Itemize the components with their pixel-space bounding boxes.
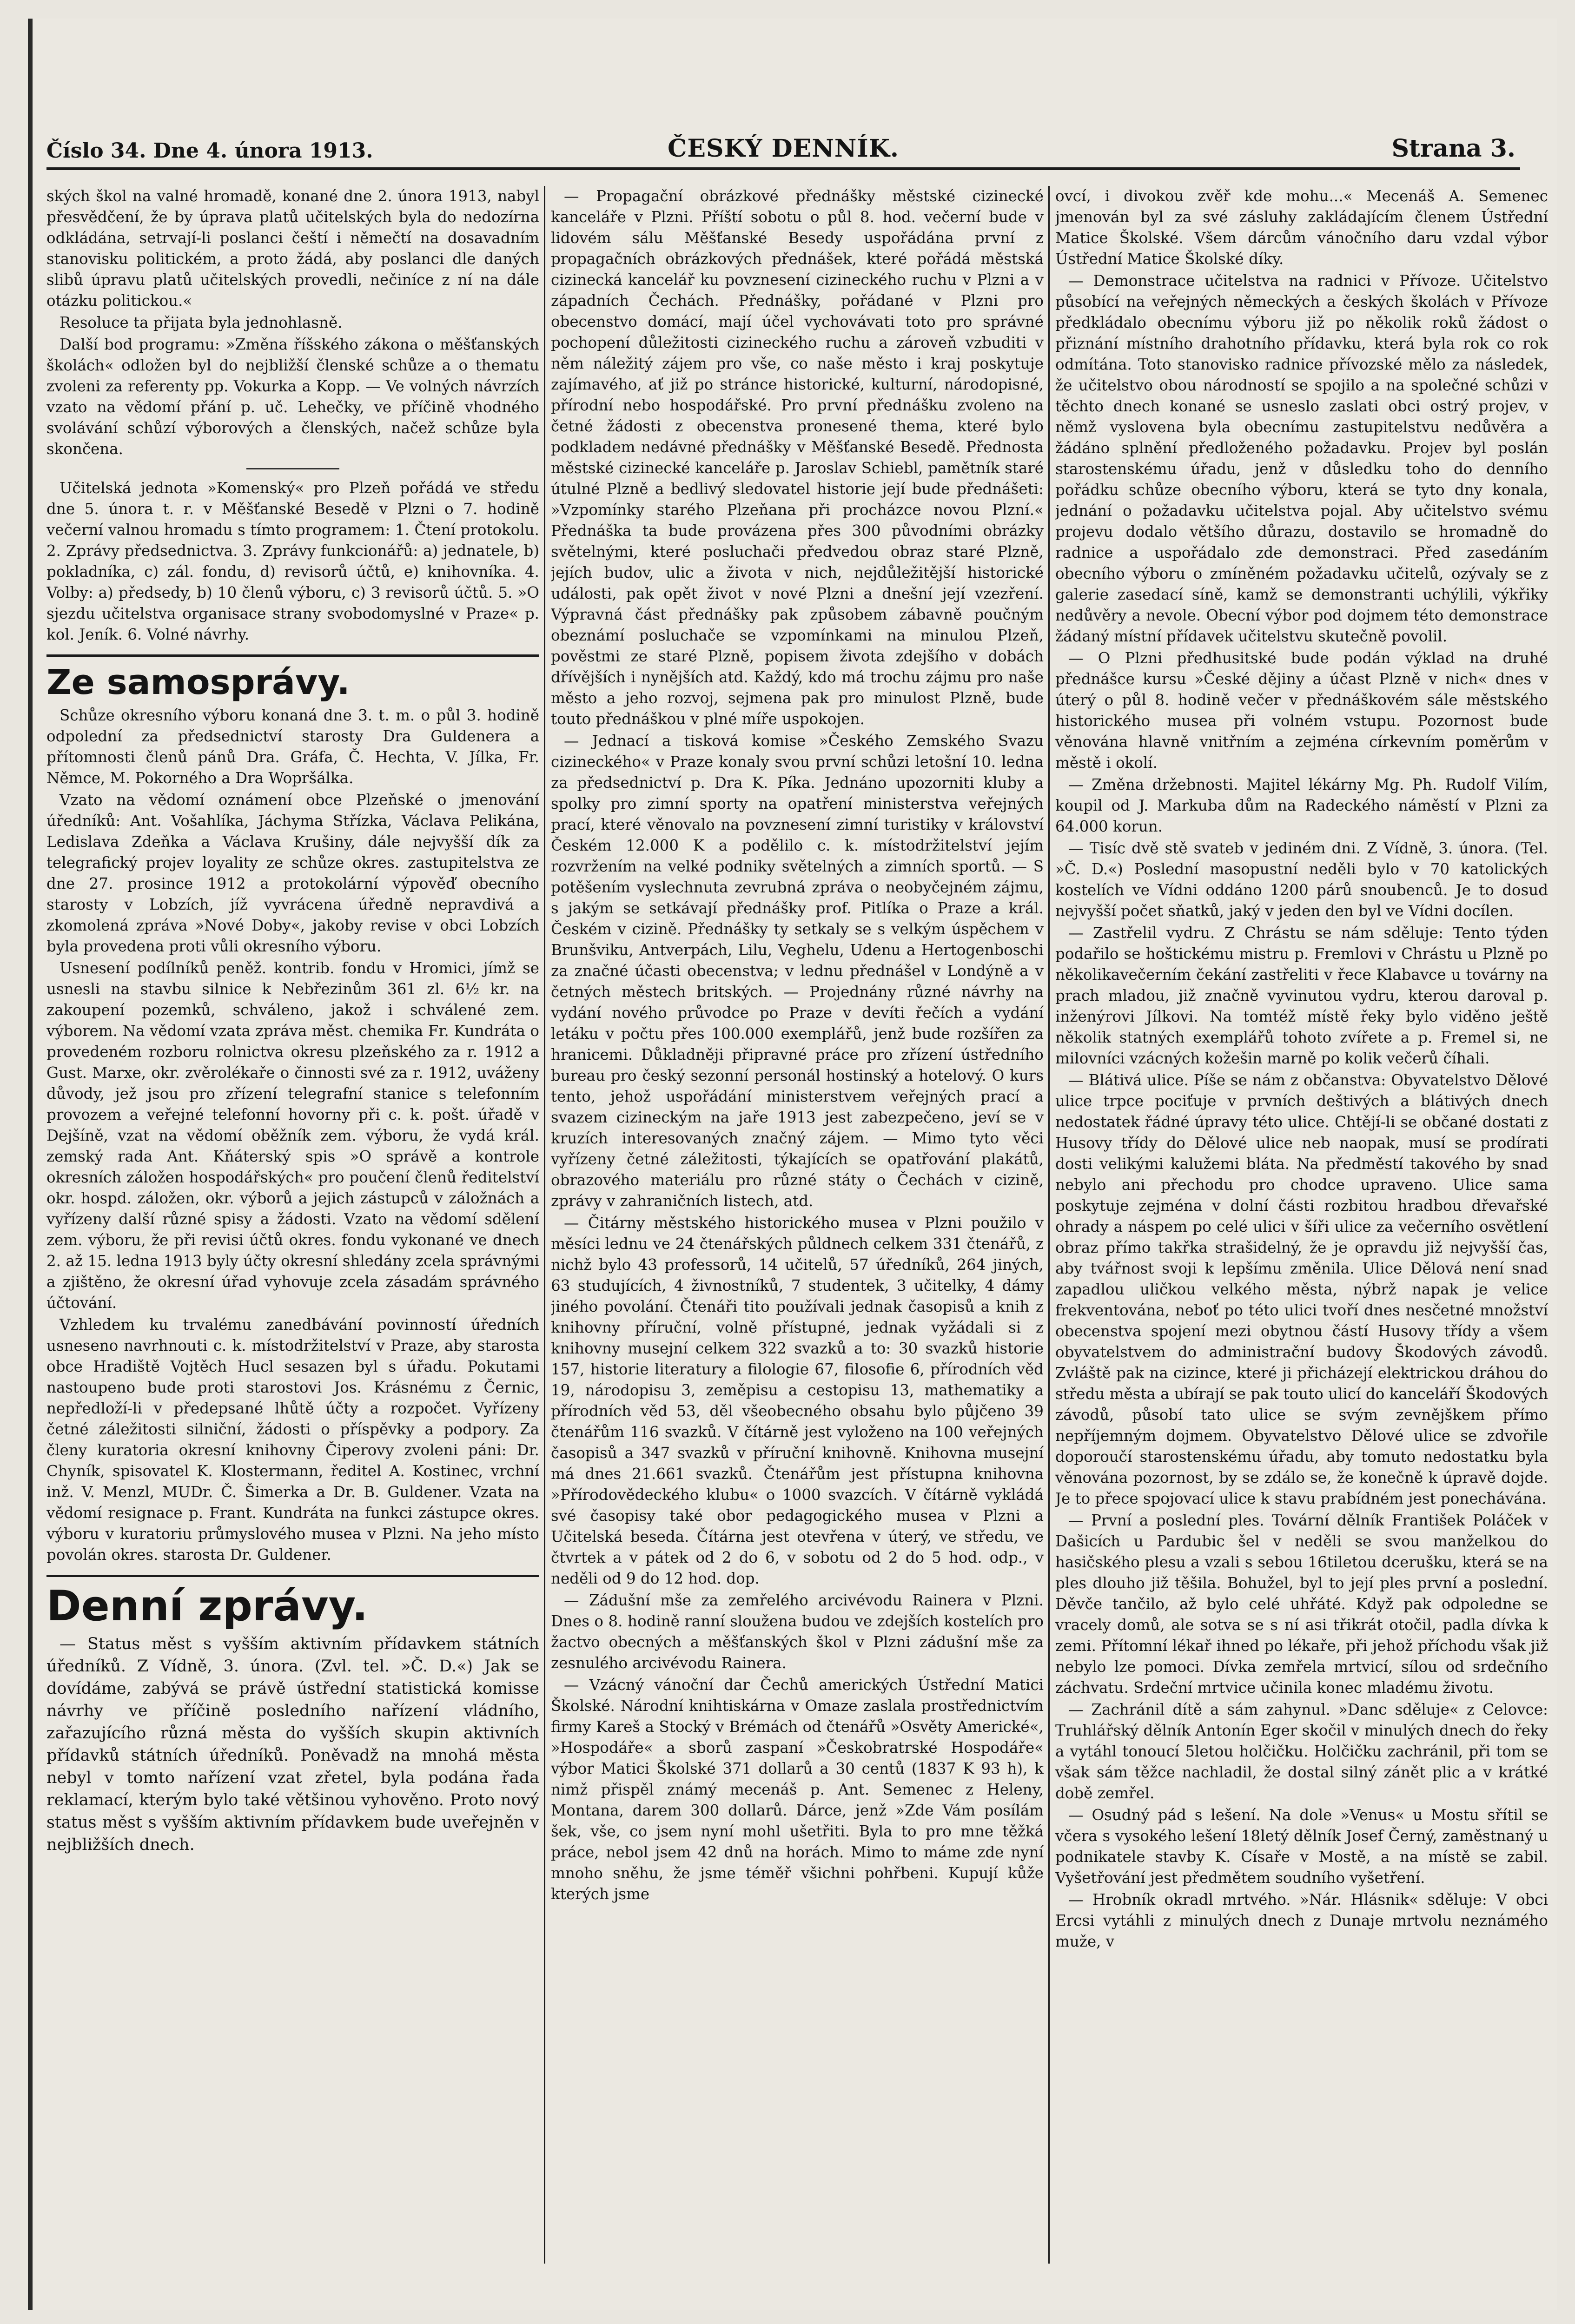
issue-info: Číslo 34. Dne 4. února 1913. bbox=[46, 139, 373, 163]
article-text: — Osudný pád s lešení. Na dole »Venus« u Mostu sřítil se včera s vysokého lešení 18letý dělník Josef Černý, zaměstnaný u podnikatele stavby K. Císaře v Mostě, a na místě se zabil. Vyšetřování jest předmětem soudního vyšetření. bbox=[1055, 1806, 1548, 1887]
article-text: — Čitárny městského historického musea v Plzni použilo v měsíci lednu ve 24 čtenářských půldnech celkem 331 čtenářů, z nichž bylo 43 professorů, 14 učitelů, 57 úředníků, 264 jiných, 63 studujících, 4 živnostníků, 7 studentek, 3 učitelky, 4 dámy jiného povolání. Čtenáři tito používali jednak časopisů a knih z knihovny příruční, volně přístupné, jednak vyžádali si z knihovny musejní celkem 322 svazků a to: 30 svazků historie 157, historie literatury a filologie 67, filosofie 6, přírodních věd 19, národopisu 3, zeměpisu a cestopisu 13, mathematiky a přírodních věd 53, děl všeobecného obsahu bylo půjčeno 39 čtenářům 116 svazků. V čítárně jest vyloženo na 100 veřejných časopisů a 347 svazků v příruční knihovně. Knihovna musejní má dnes 21.661 svazků. Čtenářům jest přístupna knihovna »Přírodovědeckého klubu« o 1000 svazcích. V čítárně vykládá své časopisy také obor pedagogického musea v Plzni a Učitelská beseda. Čítárna jest otevřena v úterý, ve středu, ve čtvrtek a v pátek od 2 do 6, v sobotu od 2 do 5 hod. odp., v neděli od 9 do 12 hod. dop. bbox=[551, 1214, 1044, 1587]
article-text: — Demonstrace učitelstva na radnici v Přívoze. Učitelstvo působící na veřejných německých a českých školách v Přívoze předkládalo obecnímu výboru již po několik roků žádost o přiznání místního drahotního přídavku, která byla rok co rok odmítána. Toto stanovisko radnice přívozské mělo za následek, že učitelstvo obou národností se spojilo a na společné schůzi v těchto dnech konané se usneslo zaslati obci ostrý projev, v němž vyslovena byla obecnímu zastupitelstvu nedůvěra a žádáno splnění předloženého požadavku. Projev byl poslán starostenskému úřadu, jenž v důsledku toho do denního pořádku schůze obecního výboru, která se tyto dny konala, jednání o požadavku učitelstva pojal. Aby učitelstvo svému projevu dodalo většího důrazu, dostavilo se hromadně do radnice a uspořádalo zde demonstraci. Před zasedáním obecního výboru o zmíněném požadavku učitelů, ozývaly se z galerie zasedací síně, kamž se demonstranti uchýlili, výkřiky nedůvěry a nevole. Obecní výbor pod dojmem této demonstrace žádaný místní přídavek učitelstvu skutečně povolil. bbox=[1055, 272, 1548, 645]
article-text: Usnesení podílníků peněž. kontrib. fondu v Hromici, jímž se usnesli na stavbu silnice k Nebřezinům 361 zl. 6½ kr. na zakoupení pozemků, schváleno, jakož i schválené zem. výborem. Na vědomí vzata zpráva měst. chemika Fr. Kundráta o provedeném rozboru rolnictva okresu plzeňského za r. 1912 a Gust. Marxe, okr. zvěrolékaře o činnosti své za r. 1912, uváženy důvody, jež jsou pro zřízení telegrafní stanice s telefonním provozem a veřejné telefonní hovorny při c. k. pošt. úřadě v Dejšíně, vzat na vědomí oběžník zem. výboru, že vydá král. zemský rada Ant. Kňáterský spis »O správě a kontrole okresních záložen hospodářských« pro poučení členů ředitelství okr. hospd. záložen, okr. výborů a jejich zástupců v záložnách a vyřízeny další různé spisy a žádosti. Vzato na vědomí sdělení zem. výboru, že při revisi účtů okres. fondu vykonané ve dnech 2. až 15. ledna 1913 byly účty okresní shledány zcela správnými a zjištěno, že okresní úřad vyhovuje zcela zásadám správného účtování. bbox=[46, 959, 539, 1312]
column-1 bbox=[46, 186, 539, 2296]
page-header bbox=[46, 112, 1520, 170]
newspaper-page bbox=[28, 19, 1557, 2310]
section-heading: Ze samosprávy. bbox=[46, 654, 539, 700]
article-text: — Tisíc dvě stě svateb v jediném dni. Z Vídně, 3. února. (Tel. »Č. D.«) Poslední masopustní neděli bylo v 70 katolických kostelích ve Vídni oddáno 1200 párů snoubenců. Je to dosud nejvyšší počet sňatků, jaký v jeden den byl ve Vídni docílen. bbox=[1055, 839, 1548, 920]
article-text: — Jednací a tisková komise »Českého Zemského Svazu cizineckého« v Praze konaly svou první schůzi letošní 10. ledna za předsednictví p. Dra K. Píka. Jednáno upozorniti kluby a spolky pro zimní sporty na opatření ministerstva veřejných prací, které věnovalo na povznesení zimní turistiky v království Českém 12.000 K a podělilo c. k. místodržitelství jejím rozvržením na velké podniky světelných a zimních sportů. — S potěšením vyslechnuta zevrubná zpráva o neobyčejném zájmu, s jakým se setkávají přednášky prof. Pitlíka o Praze a král. Českém v cizině. Přednášky ty setkaly se s velkým úspěchem v Brunšviku, Antverpách, Lilu, Veghelu, Udenu a Hertogenboschi za značné účasti obecenstva; v lednu přednášel v Londýně a v četných městech britských. — Projednány různé návrhy na vydání nového průvodce po Praze v devíti řečích a vydání letáku v počtu přes 100.000 exemplářů, jenž bude rozšířen za hranicemi. Důkladněji připravné práce pro zřízení ústředního bureau pro český sezonní personál hostinský a hotelový. O kurs tento, jehož uspořádání ministerstvem veřejných prací a svazem cizineckým na jaře 1913 jest zabezpečeno, jeví se v kruzích interesovaných značný zájem. — Mimo tyto věci vyřízeny četné záležitosti, týkajících se opatřování plakátů, obrazového materiálu pro různé státy o Čechách v cizině, zprávy v zahraničních listech, atd. bbox=[551, 732, 1044, 1210]
column-rule bbox=[1048, 186, 1050, 2264]
section-heading: Denní zprávy. bbox=[46, 1575, 539, 1627]
page-number: Strana 3. bbox=[1391, 134, 1515, 163]
article-text: — Hrobník okradl mrtvého. »Nár. Hlásnik« sděluje: V obci Ercsi vytáhli z minulých dnech z Dunaje mrtvolu neznámého muže, v bbox=[1055, 1891, 1548, 1950]
column-rule bbox=[544, 186, 545, 2264]
article-text: — Blátivá ulice. Píše se nám z občanstva: Obyvatelstvo Dělové ulice trpce pociťuje v prvních deštivých a blátivých dnech nedostatek řádné úpravy této ulice. Chtějí-li se občané dostati z Husovy třídy do Dělové ulice neb naopak, musí se prodírati dosti velikými kalužemi bláta. Na předměstí takového by snad nebylo ani přechodu pro chodce upraveno. Ulice sama poskytuje zejména v dolní části rozbitou hradbou dřevařské ohrady a náspem po celé ulici v šíři ulice za večerního osvětlení obraz přímo takřka strašidelný, že je opravdu již nejvyšší čas, aby tvářnost svoji k lepšímu změnila. Ulice Dělová není snad zapadlou uličkou velkého města, nýbrž napak je velice frekventována, neboť po této ulici tvoří dnes nesčetné množství obecenstva spojení mezi obytnou částí Husovy třídy a všem obyvatelstvem do administrační budovy Škodových závodů. Zvláště pak na cizince, které ji přicházejí elektrickou dráhou do středu města a ubírají se pak touto ulicí do kanceláří Škodových závodů, působí tato ulice se svým zevnějškem přímo nepříjemným dojmem. Obyvatelstvo Dělové ulice se zdvořile doporoučí starostenskému úřadu, aby tomuto nedostatku byla věnována pozornost, by se zdálo se, že konečně k úpravě dojde. Je to přece spojovací ulice k stavu prabídném jest ponechávána. bbox=[1055, 1071, 1548, 1507]
article-text: — První a poslední ples. Tovární dělník František Poláček v Dašicích u Pardubic šel v neděli se svou manželkou do hasičského plesu a vzali s sebou 16tiletou dcerušku, která se na ples dlouho již těšila. Bohužel, byl to její ples první a poslední. Děvče tančilo, až bylo celé uhřáté. Když pak odpoledne se vracely domů, ale sotva se s ní asi třikrát otočil, padla dívka k zemi. Přítomní lékař ihned po lékaře, při jehož příchodu však již nebylo lze pomoci. Dívka zemřela mrtvicí, sílou od srdečního záchvatu. Srdeční mrtvice učinila konec mladému životu. bbox=[1055, 1512, 1548, 1697]
article-text: Učitelská jednota »Komenský« pro Plzeň pořádá ve středu dne 5. února t. r. v Měšťanské Besedě v Plzni o 7. hodině večerní valnou hromadu s tímto programem: 1. Čtení protokolu. 2. Zprávy předsednictva. 3. Zprávy funkcionářů: a) jednatele, b) pokladníka, c) zál. fondu, d) revisorů účtů, e) knihovníka. 4. Volby: a) předsedy, b) 10 členů výboru, c) 3 revisorů účtů. 5. »O sjezdu učitelstva organisace strany svobodomyslné v Praze« p. kol. Jeník. 6. Volné návrhy. bbox=[46, 479, 539, 643]
article-text: Resoluce ta přijata byla jednohlasně. bbox=[60, 314, 343, 331]
article-text: — Změna držebnosti. Majitel lékárny Mg. Ph. Rudolf Vilím, koupil od J. Markuba dům na Radeckého náměstí v Plzni za 64.000 korun. bbox=[1055, 776, 1548, 835]
page-edge bbox=[28, 19, 33, 2310]
article-text: Schůze okresního výboru konaná dne 3. t. m. o půl 3. hodině odpolední za předsednictví starosty Dra Guldenera a přítomnosti členů pánů Dra. Gráfa, Č. Hechta, V. Jílka, Fr. Němce, M. Pokorného a Dra Wopršálka. bbox=[46, 706, 539, 787]
article-text: — Propagační obrázkové přednášky městské cizinecké kanceláře v Plzni. Příští sobotu o půl 8. hod. večerní bude v lidovém sálu Měšťanské Besedy uspořádána první z propagačních obrázkových přednášek, které pořádá městská cizinecká kancelář ku povznesení cizineckého ruchu v Plzni a v západních Čechách. Přednášky, pořádané v Plzni pro obecenstvo domácí, mají účel vychovávati toto pro správné pochopení důležitosti cizineckého ruchu a zároveň vzbuditi v něm náležitý zájem pro vše, co naše město i kraj poskytuje zajímavého, ať již po stránce historické, kulturní, národopisné, přírodní nebo hospodářské. Pro první přednášku zvoleno na četné žádosti z obecenstva pronesené thema, které bylo podkladem nedávné přednášky v Měšťanské Besedě. Přednosta městské cizinecké kanceláře p. Jaroslav Schiebl, pamětník staré útulné Plzně a bedlivý sledovatel historie její bude přednášeti: »Vzpomínky starého Plzeňana při procházce novou Plzní.« Přednáška ta bude provázena přes 300 původními obrázky světelnými, které posluchači předvedou obraz staré Plzně, jejích budov, ulic a života v nich, nejdůležitější historické události, pak opět život v nové Plzni a dnešní její vzezření. Výpravná část přednášky pak způsobem zábavně poučným obeznámí posluchače se vzpomínkami na minulou Plzeň, pověstmi ze staré Plzně, popisem života zdejšího v dobách dřívějších i nynějších atd. Každý, kdo má trochu zájmu pro naše město a jeho rozvoj, sejmena pak pro minulost Plzně, bude touto přednáškou v plné míře uspokojen. bbox=[551, 187, 1044, 728]
article-text: ských škol na valné hromadě, konané dne 2. února 1913, nabyl přesvědčení, že by úprava platů učitelských byla do nedozírna odkládána, setrvají-li poslanci čeští i němečtí na dosavadním stanovisku politickém, a proto žádá, aby poslanci dle daných slibů úpravu platů učitelských provedli, nečiníce z ní na dále otázku politickou.« bbox=[46, 187, 539, 310]
article-text: Vzhledem ku trvalému zanedbávání povinností úředních usneseno navrhnouti c. k. místodržitelství v Praze, aby starosta obce Hradiště Vojtěch Hucl sesazen byl s úřadu. Pokutami nastoupeno bude proti starostovi Jos. Krásnému z Černic, nepředloží-li v předepsané lhůtě účty a rozpočet. Vyřízeny četné záležitosti silniční, žádosti o příspěvky a podpory. Za členy kuratoria okresní knihovny Čiperovy zvoleni páni: Dr. Chyník, spisovatel K. Klostermann, ředitel A. Kostinec, vrchní inž. V. Menzl, MUDr. Č. Šimerka a Dr. B. Guldener. Vzata na vědomí resignace p. Frant. Kundráta na funkci zástupce okres. výboru v kuratoriu průmyslového musea v Plzni. Na jeho místo povolán okres. starosta Dr. Guldener. bbox=[46, 1316, 539, 1564]
article-text: ovcí, i divokou zvěř kde mohu...« Mecenáš A. Semenec jmenován byl za své zásluhy zakládajícím členem Ústřední Matice Školské. Všem dárcům vánočního daru vzdal výbor Ústřední Matice Školské díky. bbox=[1055, 187, 1548, 268]
article-text: — Zádušní mše za zemřelého arcivévodu Rainera v Plzni. Dnes o 8. hodině ranní sloužena budou ve zdejších kostelích pro žactvo obecných a měšťanských škol v Plzni zádušní mše za zesnulého arcivévodu Rainera. bbox=[551, 1591, 1044, 1672]
article-text: — Zastřelil vydru. Z Chrástu se nám sděluje: Tento týden podařilo se hoštickému mistru p. Fremlovi v Chrástu u Plzně po několikavečerním čekání zastřeliti v řece Klabavce u továrny na prach mladou, již značně vyvinutou vydru, kterou daroval p. inženýrovi Jílkovi. Na tomtéž místě řeky bylo viděno ještě několik statných exemplářů tohoto zvířete a p. Fremel si, ne milovníci vzácných kožešin marně po kolik večerů číhali. bbox=[1055, 924, 1548, 1067]
article-text: Další bod programu: »Změna říšského zákona o měšťanských školách« odložen byl do nejbližší členské schůze a o thematu zvoleni za referenty pp. Vokurka a Kopp. — Ve volných návrzích vzato na vědomí přání p. uč. Lehečky, ve příčině vhodného svolávání schůzí výborových a členských, načež schůze byla skončena. bbox=[46, 336, 539, 458]
article-text: Vzato na vědomí oznámení obce Plzeňské o jmenování úředníků: Ant. Vošahlíka, Jáchyma Střízka, Václava Pelikána, Ledislava Zdeňka a Václava Krušiny, dále nejvyšší dík za telegrafický projev loyality ze schůze okres. zastupitelstva ze dne 27. prosince 1912 a protokolární výpověď obecního starosty v Lobzích, jíž vyvrácena úředně nepravdivá a zkomolená zpráva »Nové Doby«, jakoby revise v obci Lobzích byla provedena proti vůli okresního výboru. bbox=[46, 791, 539, 955]
masthead-title: ČESKÝ DENNÍK. bbox=[667, 134, 900, 163]
column-2 bbox=[551, 186, 1044, 2296]
divider bbox=[246, 468, 339, 469]
article-text: — Vzácný vánoční dar Čechů amerických Ústřední Matici Školské. Národní knihtiskárna v Omaze zaslala prostřednictvím firmy Kareš a Stocký v Brémách od čtenářů »Osvěty Americké«, »Hospodáře« a sborů zaspaní »Českobratrské Hospodáře« výbor Matici Školské 371 dollarů a 30 centů (1837 K 93 h), k nimž přispěl známý mecenáš p. Ant. Semenec z Heleny, Montana, darem 300 dollarů. Dárce, jenž »Zde Vám posílám šek, vše, co jsem nyní mohl ušetřiti. Byla to pro mne těžká práce, nebol jsem 42 dnů na horách. Mimo to máme zde nyní mnoho sněhu, že jsme téměř všichni pohřbeni. Kupují kůže kterých jsme bbox=[551, 1676, 1044, 1903]
column-3 bbox=[1055, 186, 1548, 2296]
article-text: — O Plzni předhusitské bude podán výklad na druhé přednášce kursu »České dějiny a účast Plzně v nich« dnes v úterý o půl 8. hodině večer v přednáškovém sále městského historického musea při volném vstupu. Pozornost bude věnována hlavně vnitřním a zejména církevním poměrům v městě i okolí. bbox=[1055, 649, 1548, 772]
article-text: — Zachránil dítě a sám zahynul. »Danc sděluje« z Celovce: Truhlářský dělník Antonín Eger skočil v minulých dnech do řeky a vytáhl tonoucí 5letou holčičku. Holčičku zachránil, při tom se však sám těžce nachladil, že dostal silný zánět plic a v krátké době zemřel. bbox=[1055, 1701, 1548, 1802]
article-text: — Status měst s vyšším aktivním přídavkem státních úředníků. Z Vídně, 3. února. (Zvl. tel. »Č. D.«) Jak se dovídáme, zabývá se právě ústřední statistická komisse návrhy ve příčině posledního nařízení vládního, zařazujícího různá města do vyšších skupin aktivních přídavků státních úředníků. Poněvadž na mnohá města nebyl v tomto nařízení vzat zřetel, byla podána řada reklamací, kterým bylo také většinou vyhověno. Proto nový status měst s vyšším aktivním přídavkem bude uveřejněn v nejbližších dnech. bbox=[46, 1635, 539, 1854]
